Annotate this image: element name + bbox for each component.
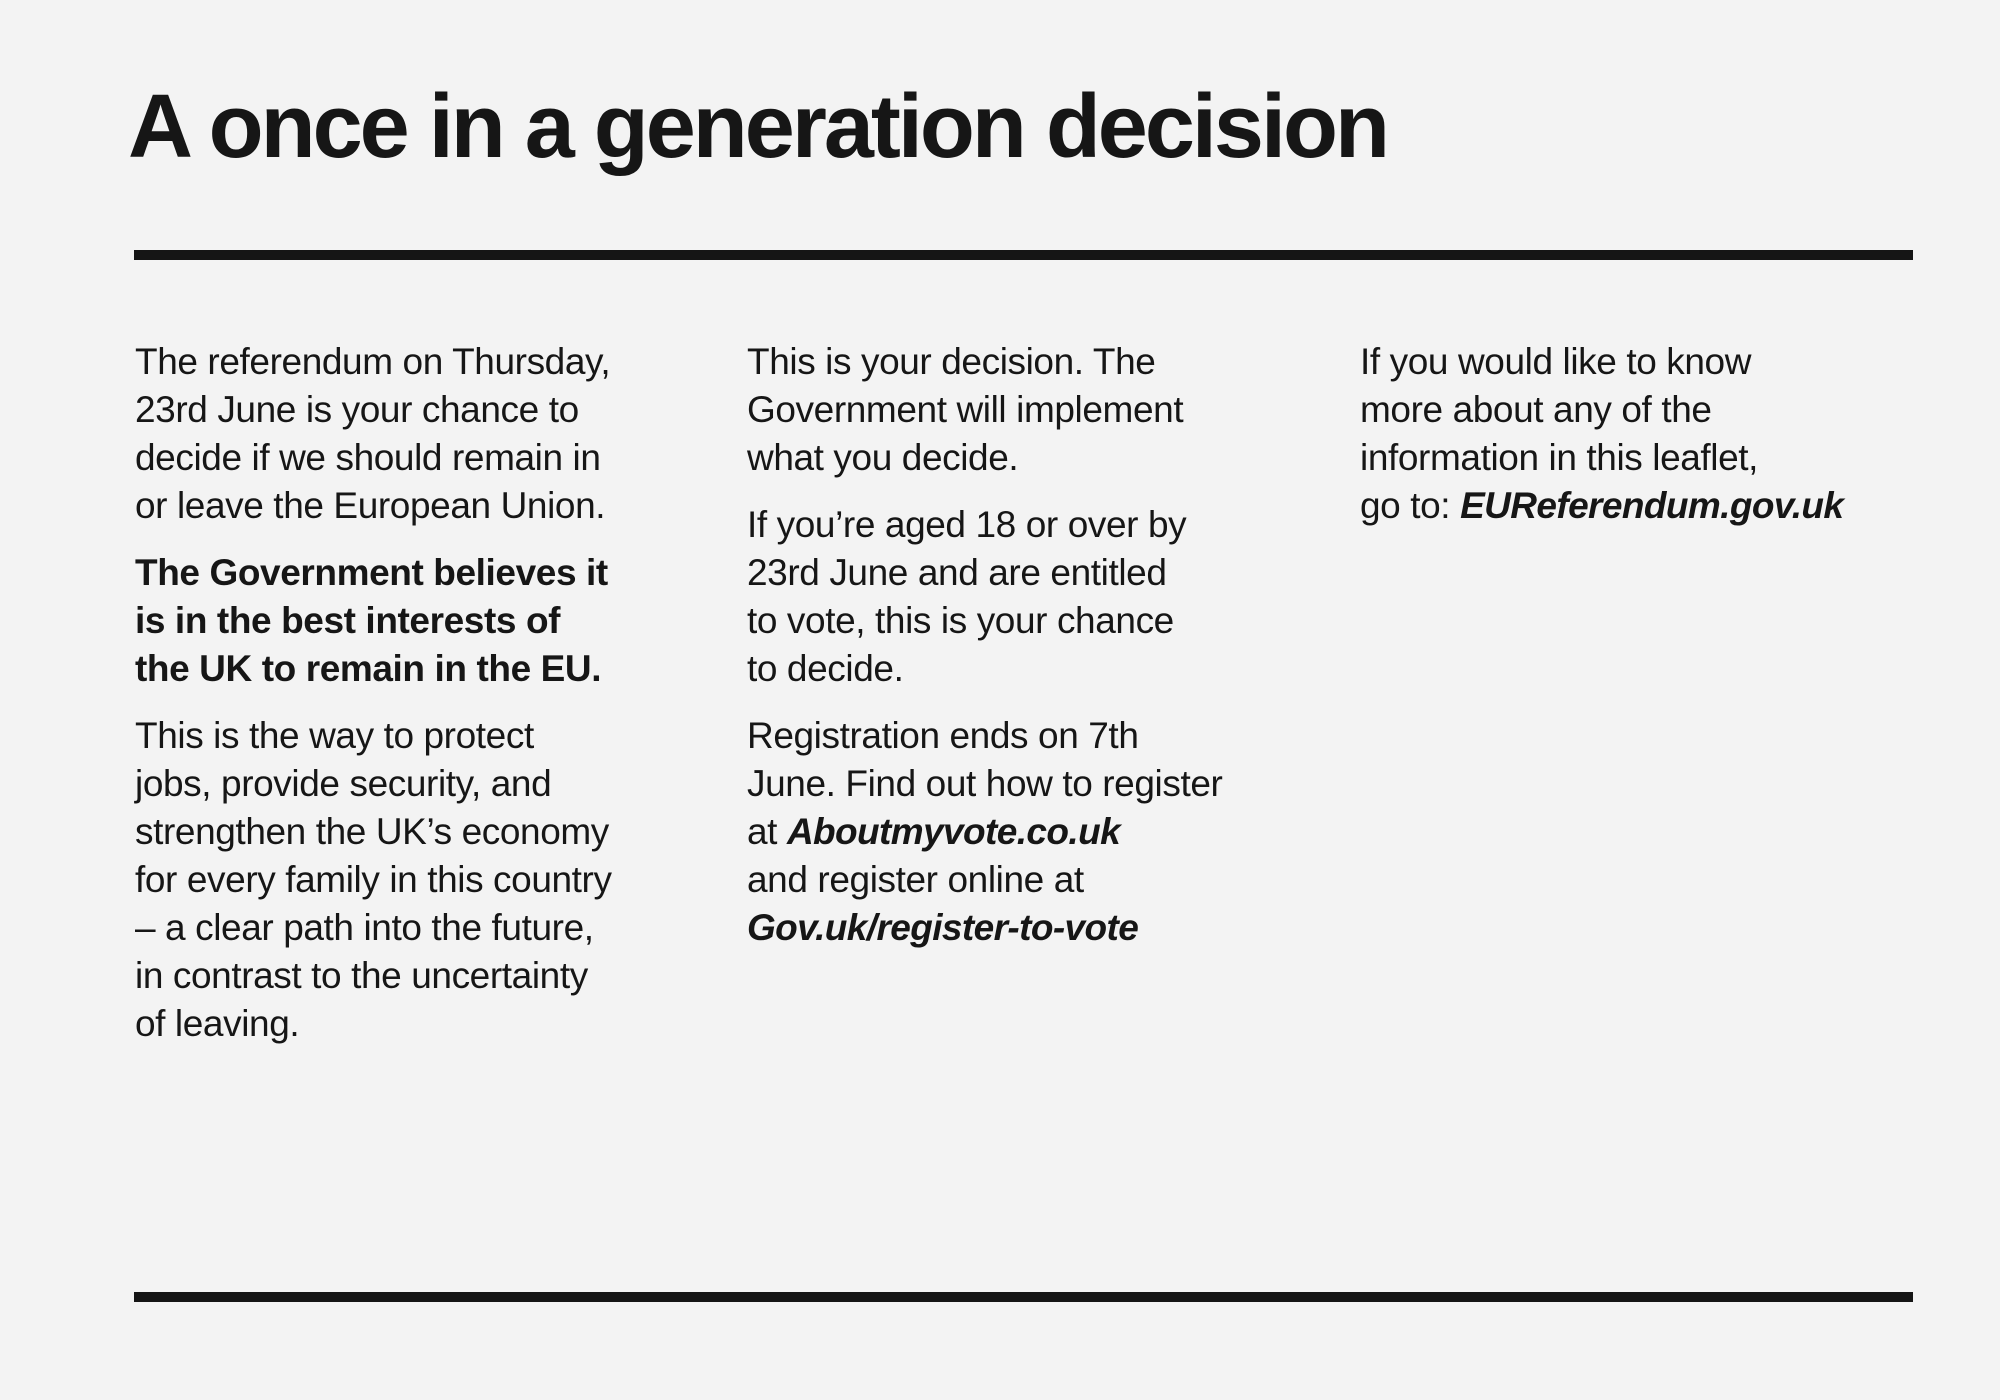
page-title: A once in a generation decision bbox=[128, 77, 1387, 177]
bottom-divider bbox=[134, 1292, 1913, 1302]
register-to-vote-link[interactable]: Gov.uk/register-to-vote bbox=[747, 907, 1139, 948]
registration-text-2: and register online at bbox=[747, 859, 1084, 900]
aboutmyvote-link[interactable]: Aboutmyvote.co.uk bbox=[786, 811, 1121, 852]
decision-paragraph: This is your decision. The Government will implement what you decide. bbox=[747, 341, 1184, 478]
intro-paragraph: The referendum on Thursday, 23rd June is your chance to decide if we should remain in or leave the European Union. bbox=[135, 341, 611, 526]
government-position-paragraph: The Government believes it is in the best interests of the UK to remain in the EU. bbox=[135, 552, 608, 689]
column-3 bbox=[1360, 338, 1940, 549]
more-info-paragraph bbox=[1360, 338, 1940, 530]
more-info-text: If you would like to know more about any of the information in this leaflet, go to: bbox=[1360, 341, 1759, 526]
column-1 bbox=[135, 338, 715, 1067]
registration-text: Registration ends on 7th June. Find out how to register at bbox=[747, 715, 1223, 852]
reasons-paragraph: This is the way to protect jobs, provide security, and strengthen the UK’s economy for every family in this country – a clear path into the future, in contrast to the uncertainty of leaving. bbox=[135, 715, 612, 1044]
top-divider bbox=[134, 250, 1913, 260]
column-2 bbox=[747, 338, 1327, 971]
eligibility-paragraph: If you’re aged 18 or over by 23rd June and are entitled to vote, this is your chance to decide. bbox=[747, 504, 1187, 689]
eureferendum-link[interactable]: EUReferendum.gov.uk bbox=[1460, 485, 1844, 526]
registration-paragraph bbox=[747, 712, 1327, 952]
